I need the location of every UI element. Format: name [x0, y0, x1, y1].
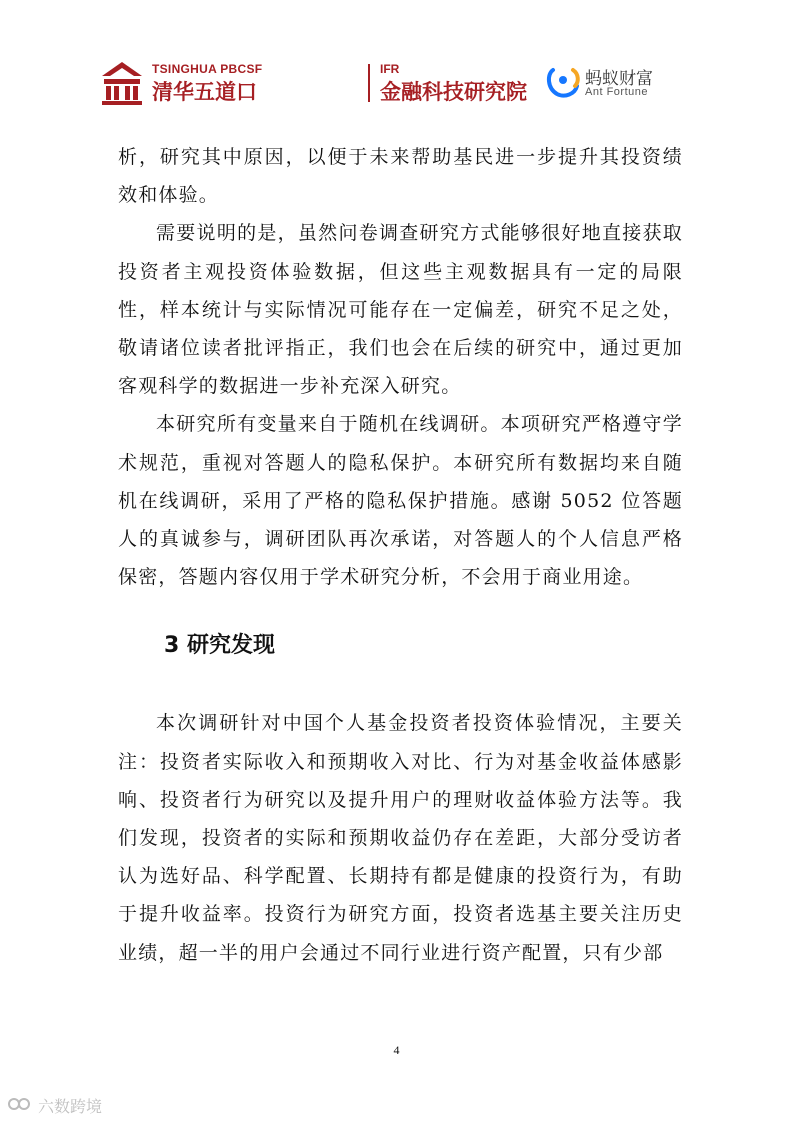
page-number: 4 [393, 1043, 400, 1057]
page-header [0, 0, 793, 120]
paragraph-limitations: 需要说明的是，虽然问卷调查研究方式能够很好地直接获取投资者主观投资体验数据，但这些主观数据具有一定的局限性，样本统计与实际情况可能存在一定偏差，研究不足之处，敬请诸位读者批评指正，我们也会在后续的研究中，通过更加客观科学的数据进一步补充深入研究。 [118, 222, 683, 398]
section-heading: 3 研究发现 [164, 633, 275, 659]
paragraph-findings: 本次调研针对中国个人基金投资者投资体验情况，主要关注：投资者实际收入和预期收入对比、行为对基金收益体感影响、投资者行为研究以及提升用户的理财收益体验方法等。我们发现，投资者的实际和预期收益仍存在差距，大部分受访者认为选好品、科学配置、长期持有都是健康的投资行为，有助于提升收益率。投资行为研究方面，投资者选基主要关注历史业绩，超一半的用户会通过不同行业进行资产配置，只有少部 [118, 712, 683, 964]
ifr-english: IFR [380, 62, 400, 76]
ant-fortune-chinese: 蚂蚁财富 [585, 69, 653, 89]
spacer [118, 678, 683, 704]
page-body [118, 138, 683, 972]
paragraph-continued: 析，研究其中原因，以便于未来帮助基民进一步提升其投资绩效和体验。 [118, 146, 683, 207]
logo-divider [368, 64, 370, 102]
ant-fortune-english: Ant Fortune [585, 86, 648, 98]
ifr-chinese: 金融科技研究院 [380, 80, 527, 104]
ant-fortune-logo [545, 62, 695, 108]
tsinghua-pbcsf-ifr-logo [100, 60, 527, 112]
tsinghua-pbcsf-english: TSINGHUA PBCSF [152, 62, 263, 76]
tsinghua-emblem-icon [100, 60, 144, 106]
watermark-text: 六数跨境 [38, 1097, 103, 1116]
ant-fortune-icon [545, 64, 581, 100]
paragraph-data-source: 本研究所有变量来自于随机在线调研。本项研究严格遵守学术规范，重视对答题人的隐私保护。本研究所有数据均来自随机在线调研，采用了严格的隐私保护措施。感谢 5052 位答题人的真诚参与，调研团队再次承诺，对答题人的个人信息严格保密，答题内容仅用于学术研究分析，不会用于商业用途。 [118, 413, 683, 589]
watermark-logo-icon [8, 1096, 30, 1112]
tsinghua-pbcsf-chinese: 清华五道口 [152, 80, 257, 104]
